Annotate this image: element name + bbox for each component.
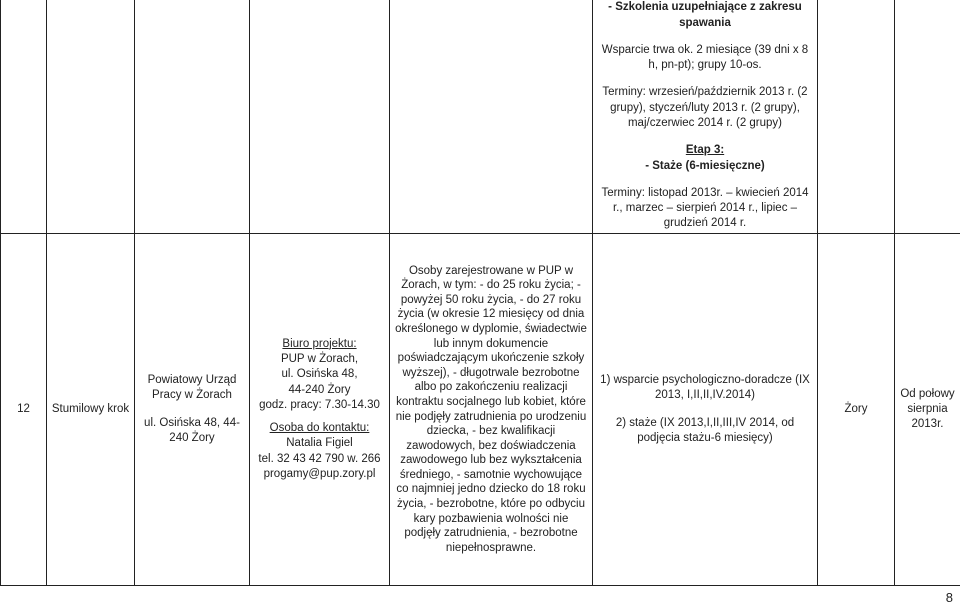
training-terms: Terminy: wrzesień/październik 2013 r. (2 grupy), styczeń/luty 2013 r. (2 grupy), maj/czerwiec 2014 r. (2 grupy) — [602, 86, 808, 129]
target-group-text: Osoby zarejestrowane w PUP w Żorach, w tym: - do 25 roku życia; - powyżej 50 roku życia, - do 27 roku życia (w okresie 12 miesięcy od dnia określonego w dyplomie, świadectwie lub innym dokumencie poświadczającym ukończenie szkoły wyższej), - długotrwale bezrobotne albo po zakończeniu realizacji kontraktu socjalnego lub kobiet, które nie podjęły zatrudnienia po urodzeniu dziecka, - bez kwalifikacji zawodowych, bez doświadczenia zawodowego lub bez wykształcenia średniego, - samotnie wychowujące co najmniej jedno dziecko do 18 roku życia, - bezrobotne, które po odbyciu kary pozbawienia wolności nie podjęły zatrudnienia, - bezrobotne niepełnosprawne. — [395, 264, 587, 554]
office-line: PUP w Żorach, — [280, 353, 359, 366]
office-cell — [250, 234, 390, 586]
contact-email[interactable]: progamy@pup.zory.pl — [263, 467, 376, 480]
support-cell — [593, 234, 818, 586]
contact-label: Osoba do kontaktu: — [269, 422, 370, 435]
support-item: 1) wsparcie psychologiczno-doradcze (IX 2013, I,II,II,IV.2014) — [600, 373, 810, 402]
place-cell: Żory — [818, 234, 895, 586]
table-row — [1, 234, 960, 586]
page-number: 8 — [945, 590, 953, 605]
organization-name: Powiatowy Urząd Pracy w Żorach — [147, 373, 237, 402]
project-name: Stumilowy krok — [47, 234, 135, 586]
organization-address: ul. Osińska 48, 44-240 Żory — [144, 416, 240, 444]
office-hours: godz. pracy: 7.30-14.30 — [259, 398, 380, 411]
office-line: ul. Osińska 48, — [281, 368, 358, 381]
stage-description: - Staże (6-miesięczne) — [645, 159, 765, 172]
office-label: Biuro projektu: — [282, 337, 357, 350]
organization-cell — [135, 234, 250, 586]
continuation-row — [1, 0, 960, 234]
stage-label: Etap 3: — [685, 144, 725, 157]
training-duration: Wsparcie trwa ok. 2 miesiące (39 dni x 8 h, pn-pt); grupy 10-os. — [601, 43, 809, 72]
support-item: 2) staże (IX 2013,I,II,III,IV 2014, od podjęcia stażu-6 miesięcy) — [615, 416, 795, 444]
training-info-cell — [593, 0, 818, 234]
training-title: - Szkolenia uzupełniające z zakresu spawania — [608, 1, 802, 29]
contact-person: Natalia Figiel — [286, 437, 353, 450]
office-line: 44-240 Żory — [288, 383, 351, 396]
contact-phone: tel. 32 43 42 790 w. 266 — [258, 452, 381, 465]
row-number: 12 — [1, 234, 47, 586]
target-group-cell — [390, 234, 593, 586]
start-cell: Od połowy sierpnia 2013r. — [895, 234, 960, 586]
stage-terms: Terminy: listopad 2013r. – kwiecień 2014 r., marzec – sierpień 2014 r., lipiec – grudzień 2014 r. — [601, 186, 809, 230]
